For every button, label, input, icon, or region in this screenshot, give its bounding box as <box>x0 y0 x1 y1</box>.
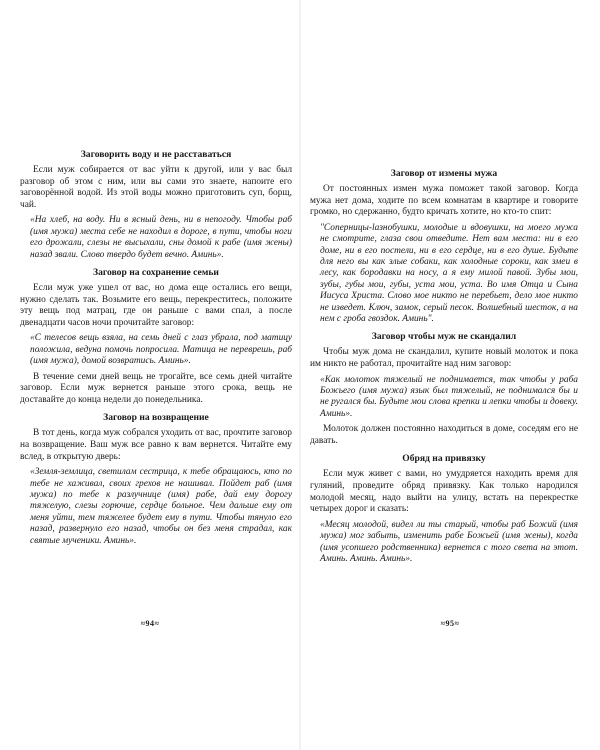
section-binding-ritual <box>310 453 578 565</box>
paragraph: Молоток должен постоянно находиться в доме, соседям его не давать. <box>310 424 578 446</box>
right-page <box>300 0 600 750</box>
paragraph: Чтобы муж дома не скандалил, купите новый молоток и пока им никто не работал, прочитайте над ним заговор: <box>310 347 578 370</box>
section-water-spell <box>20 149 292 261</box>
section-title: Заговор на сохранение семьи <box>93 267 219 278</box>
section-no-quarrel-spell <box>310 331 578 447</box>
spell-text: "Соперницы-laзнобушки, молодые и вдовушки, на моего мужа не смотрите, глаза свои отведите. Нет вам места: ни в его доме, ни в его постели, ни в его сердце, ни в его душе. Будьте для него вы как злые собаки, как холодные сороки, как змеи в лесу, как бородавки на носу, а я ему милой павой. Зубы мои, зубы, губы мои, губы, уста мои, уста. Во имя Отца и Сына Иисуса Христа. Слово мое никто не перебьет, дело мое никто не изведет. Ключ, замок, серый песок. Волшебный шесток, а на нем с гроба гвоздок. Аминь". <box>320 222 578 325</box>
spell-text: «С телесов вещь взяла, на семь дней с глаз убрала, под матицу положила, ведуна помочь попросила. Матица не переврешь, раб (имя мужа), домой возвратись. Аминь». <box>30 333 292 367</box>
page-number <box>0 619 300 628</box>
paragraph: От постоянных измен мужа поможет такой заговор. Когда мужа нет дома, ходите по всем комнатам в квартире и говорите громко, но сдержанно, будто кричать хотите, но кто-то спит: <box>310 184 578 218</box>
ornament-left-icon: ≈ <box>140 619 146 628</box>
paragraph: Если муж уже ушел от вас, но дома еще остались его вещи, нужно сделать так. Возьмите его вещь, перекреститесь, положите эту вещь под матрац, где он раньше с вами спал, а после двенадцати часов ночи прочитайте заговор: <box>20 283 292 328</box>
page-number <box>300 619 600 628</box>
paragraph: В тот день, когда муж собрался уходить от вас, прочтите заговор на возвращение. Ваш муж все равно к вам вернется. Читайте ему вслед, в открытую дверь: <box>20 428 292 462</box>
section-family-preservation <box>20 267 292 406</box>
page-number-value: 95 <box>445 619 455 628</box>
ornament-right-icon: ≈ <box>454 619 460 628</box>
section-title: Заговор от измены мужа <box>390 168 498 179</box>
section-title: Заговорить воду и не расставаться <box>80 149 232 160</box>
ornament-left-icon: ≈ <box>440 619 446 628</box>
section-return-spell <box>20 412 292 547</box>
paragraph: Если муж собирается от вас уйти к другой, или у вас был разговор об этом с ним, или вы сами это знаете, напоите его заговорённой водой. Из этой воды можно приготовить суп, борщ, чай. <box>20 165 292 210</box>
spell-text: «На хлеб, на воду. Ни в ясный день, ни в непогоду. Чтобы раб (имя мужа) места себе не находил в дороге, в пути, чтобы ноги его дрожали, слезы не высыхали, сны домой к рабе (имя жены) назад звали. Слово твердо будет вечно. Аминь». <box>30 215 292 260</box>
section-title: Заговор чтобы муж не скандалил <box>371 331 517 343</box>
paragraph: В течение семи дней вещь не трогайте, все семь дней читайте заговор. Если муж вернется раньше этого срока, вещь не доставайте до конца недели до понедельника. <box>20 371 292 405</box>
spell-text: «Месяц молодой, видел ли ты старый, чтобы раб Божий (имя мужа) мог забыть, изменить рабе Божьей (имя жены), когда (имя усопшего родственника) вернется с того света на этот. Аминь. Аминь. Аминь». <box>320 519 578 565</box>
spell-text: «Как молоток тяжелый не поднимается, так чтобы у раба Божьего (имя мужа) язык был тяжелый, не поднимался бы и не ругался бы. Будьте мои слова крепки и лепки чтобы и довеку. Аминь». <box>320 374 578 419</box>
section-infidelity-spell <box>310 168 578 325</box>
section-title: Обряд на привязку <box>402 453 486 465</box>
paragraph: Если муж живет с вами, но умудряется находить время для гуляний, проведите обряд привязку. Как только народился молодой месяц, надо выйти на улицу, встать на перекрестке четырех дорог и сказать: <box>310 469 578 515</box>
spell-text: «Земля-землица, светилам сестрица, к тебе обращаюсь, кто по тебе не хаживал, своих грехов не нашивал. Пойдет раб (имя мужа) по тебе к разлучнице (имя) рабе, дай ему дорогу тяжелую, слезы горючие, сердце больное. Чем дальше ему от меня уйти, тем тяжелее будет ему в пути. Чтобы тянуло его назад, развернуло его назад, чтобы он без меня страдал, как святые мученики. Аминь». <box>30 467 292 546</box>
page-number-value: 94 <box>145 619 155 628</box>
ornament-right-icon: ≈ <box>154 619 160 628</box>
section-title: Заговор на возвращение <box>103 412 209 424</box>
